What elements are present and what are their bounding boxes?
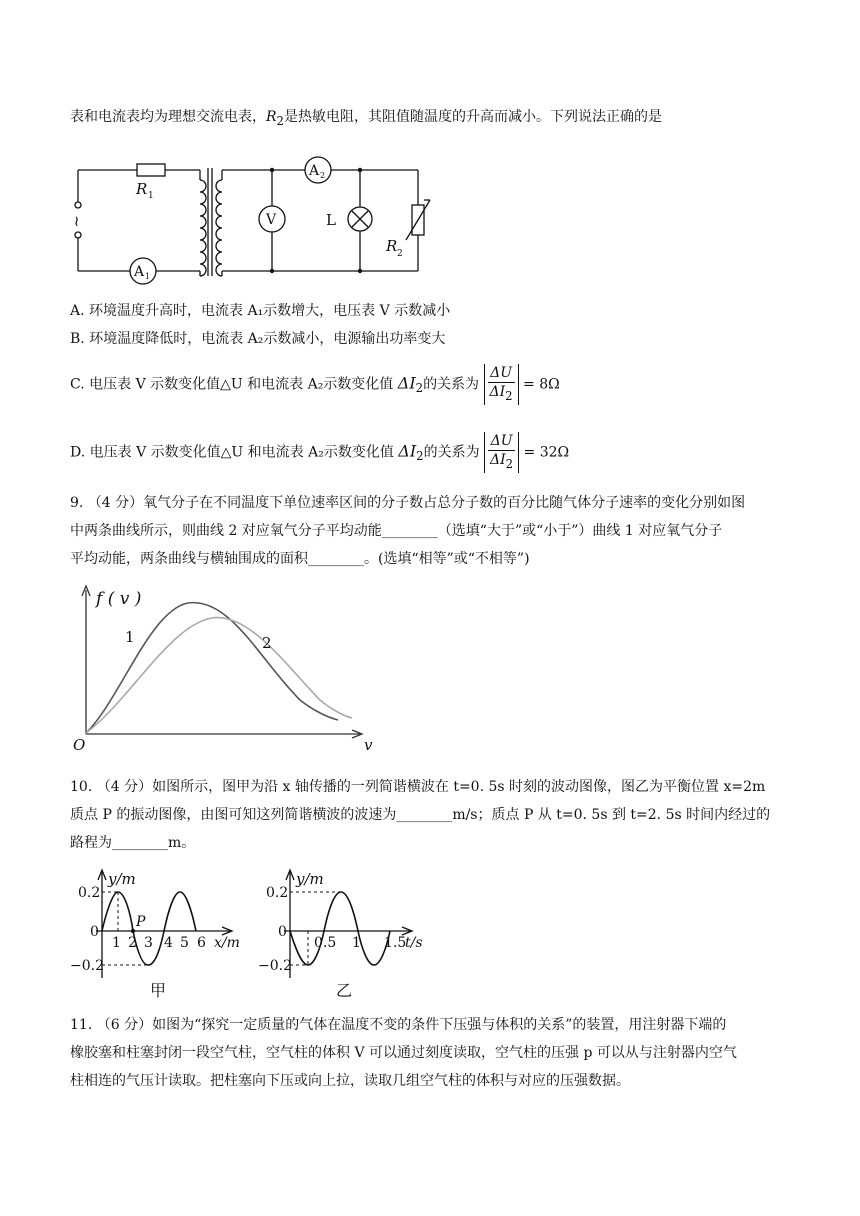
intro-text: 表和电流表均为理想交流电表， (70, 109, 266, 125)
curve-2-label: 2 (262, 634, 272, 652)
option-d-frac-num: ΔU (488, 432, 515, 451)
ac-source-symbol: ~ (68, 215, 86, 228)
q9-line-2: 中两条曲线所示，则曲线 2 对应氧气分子平均动能________（选填“大于”或“小于”）曲线 1 对应氧气分子 (70, 523, 723, 539)
yi-y-zero: 0 (278, 924, 287, 940)
r1-sub: 1 (148, 191, 154, 201)
option-d-frac-den: ΔI (490, 452, 506, 468)
option-c-delta-i-sub: 2 (415, 381, 424, 396)
q10-line-1: 10. （4 分）如图所示，图甲为沿 x 轴传播的一列简谐横波在 t=0. 5s 时刻的波动图像，图乙为平衡位置 x=2m (70, 779, 766, 795)
curve-1-label: 1 (125, 628, 135, 646)
option-c-value: = 8Ω (523, 376, 560, 393)
yi-tick-0-5: 0.5 (314, 935, 337, 951)
yi-caption: 乙 (336, 981, 353, 1000)
option-c-frac-den-sub: 2 (505, 388, 513, 403)
option-c-delta-i: ΔI (397, 373, 416, 393)
option-b: B. 环境温度降低时，电流表 A₂示数减小，电源输出功率变大 (70, 331, 446, 347)
option-c-frac-num: ΔU (488, 364, 515, 383)
yi-ylabel: y/m (296, 870, 324, 888)
yi-tick-1-5: 1.5 (384, 935, 407, 951)
jia-tick-3: 3 (144, 935, 153, 951)
graph-xlabel: v (364, 736, 373, 754)
option-d-prefix: D. 电压表 V 示数变化值△U 和电流表 A₂示数变化值 (70, 444, 394, 461)
a1-label: A (134, 264, 145, 280)
q10-line-3: 路程为________m。 (70, 835, 196, 851)
jia-y-zero: 0 (90, 924, 99, 940)
jia-tick-4: 4 (164, 935, 173, 951)
r2-sub: 2 (397, 249, 403, 259)
yi-y-neg: −0.2 (258, 958, 292, 974)
option-d-value: = 32Ω (523, 444, 570, 461)
wave-t (290, 892, 390, 965)
jia-tick-6: 6 (197, 935, 206, 951)
a2-sub: 2 (320, 171, 326, 180)
a2-label: A (309, 163, 320, 179)
yi-xlabel: t/s (405, 935, 423, 951)
jia-p-label: P (136, 914, 146, 930)
jia-tick-1: 1 (112, 935, 121, 951)
option-d-frac-den-sub: 2 (505, 456, 514, 471)
jia-tick-5: 5 (180, 935, 189, 951)
q11-line-1: 11. （6 分）如图为“探究一定质量的气体在温度不变的条件下压强与体积的关系”的装置，用注射器下端的 (70, 1017, 727, 1033)
intro-r2: R (266, 109, 277, 125)
r2-label: R (386, 237, 398, 255)
option-c-mid: 的关系为 (423, 376, 480, 393)
q11-line-2: 橡胶塞和柱塞封闭一段空气柱，空气柱的体积 V 可以通过刻度读取，空气柱的压强 p 可以从与注射器内空气 (70, 1045, 737, 1061)
option-d-delta-i-sub: 2 (416, 449, 424, 464)
option-c-frac-den: ΔI (489, 384, 506, 400)
intro-rest: 是热敏电阻，其阻值随温度的升高而减小。下列说法正确的是 (283, 109, 662, 125)
q10-line-2: 质点 P 的振动图像，由图可知这列简谐横波的波速为________m/s；质点 P 从 t=0. 5s 到 t=2. 5s 时间内经过的 (70, 807, 771, 823)
yi-tick-1: 1 (352, 935, 361, 951)
option-c-prefix: C. 电压表 V 示数变化值△U 和电流表 A₂示数变化值 (70, 376, 394, 393)
option-a: A. 环境温度升高时，电流表 A₁示数增大，电压表 V 示数减小 (70, 303, 451, 319)
jia-caption: 甲 (150, 981, 167, 1000)
q11-line-3: 柱相连的气压计读取。把柱塞向下压或向上拉，读取几组空气柱的体积与对应的压强数据。 (70, 1073, 630, 1089)
intro-r2-sub: 2 (276, 113, 284, 128)
a1-sub: 1 (145, 272, 151, 281)
q9-line-3: 平均动能，两条曲线与横轴围成的面积________。(选填“相等”或“不相等”) (70, 551, 530, 567)
option-d-mid: 的关系为 (423, 444, 480, 461)
jia-ylabel: y/m (108, 870, 136, 888)
v-label: V (266, 212, 277, 228)
graph-ylabel: f ( v ) (96, 589, 142, 609)
yi-y-pos: 0.2 (266, 885, 289, 901)
jia-y-pos: 0.2 (78, 885, 101, 901)
jia-xlabel: x/m (214, 935, 240, 951)
jia-y-neg: −0.2 (70, 958, 104, 974)
lamp-label: L (326, 211, 336, 229)
r1-label: R (136, 180, 148, 198)
q9-line-1: 9. （4 分）氧气分子在不同温度下单位速率区间的分子数占总分子数的百分比随气体分子速率的变化分别如图 (70, 495, 746, 511)
jia-tick-2: 2 (128, 935, 137, 951)
graph-origin: O (73, 736, 86, 754)
option-d-delta-i: ΔI (398, 441, 417, 461)
